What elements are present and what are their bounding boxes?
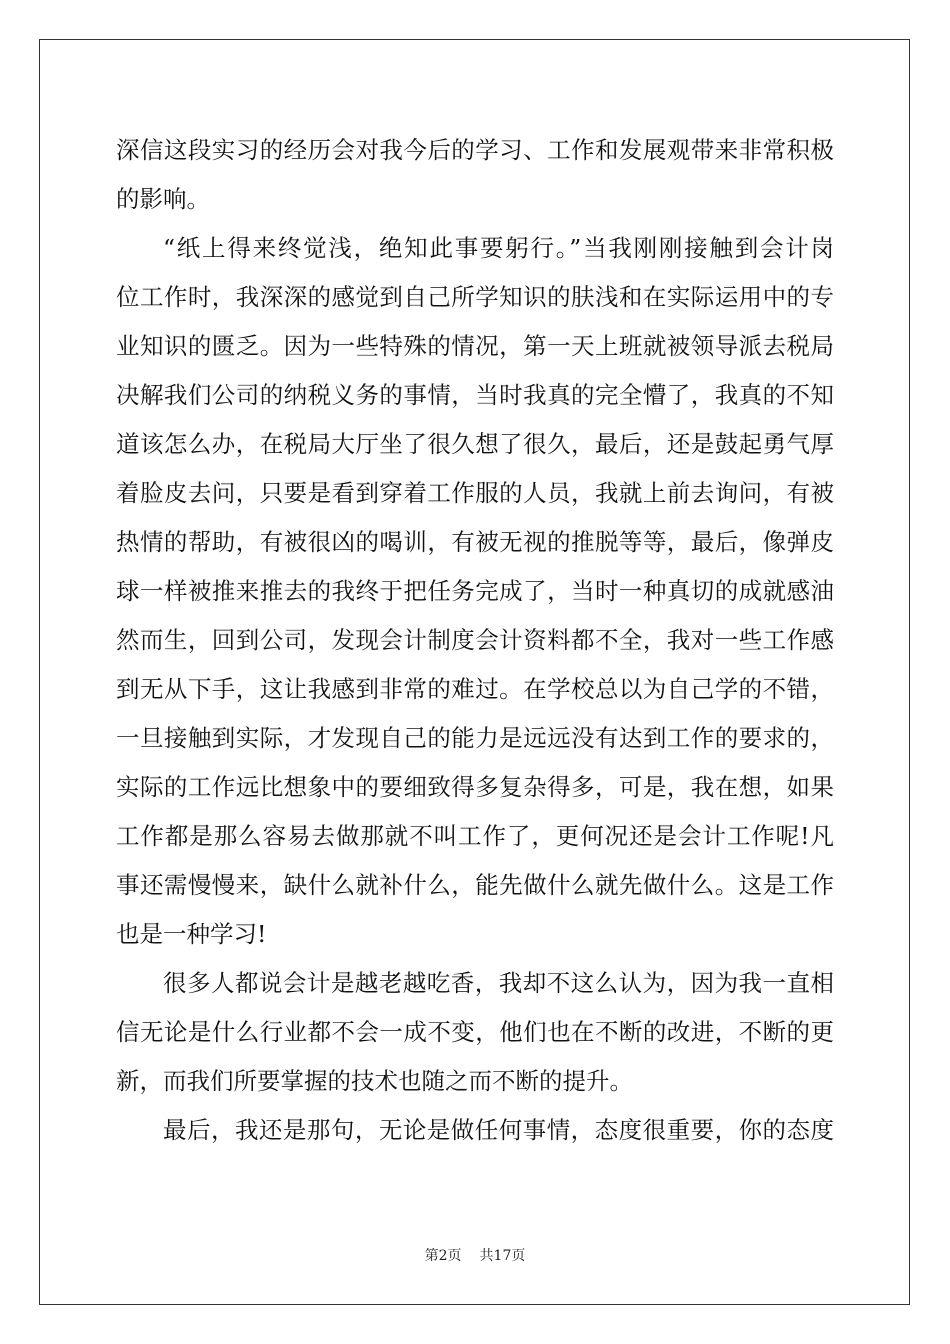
text-line: 热情的帮助，有被很凶的喝训，有被无视的推脱等等，最后，像弹皮 xyxy=(116,528,834,556)
text-line: 的影响。 xyxy=(116,185,210,213)
text-line: 实际的工作远比想象中的要细致得多复杂得多，可是，我在想，如果 xyxy=(116,773,834,801)
total-pages: 共17页 xyxy=(479,1248,526,1264)
text-line: 新，而我们所要掌握的技术也随之而不断的提升。 xyxy=(116,1067,633,1095)
text-line: 工作都是那么容易去做那就不叫工作了，更何况还是会计工作呢!凡 xyxy=(116,822,834,850)
paragraph-3 xyxy=(116,959,834,1106)
text-line: 深信这段实习的经历会对我今后的学习、工作和发展观带来非常积极 xyxy=(116,136,834,164)
text-line: 到无从下手，这让我感到非常的难过。在学校总以为自己学的不错， xyxy=(116,675,834,703)
text-line: 着脸皮去问，只要是看到穿着工作服的人员，我就上前去询问，有被 xyxy=(116,479,834,507)
text-line: 一旦接触到实际，才发现自己的能力是远远没有达到工作的要求的， xyxy=(116,724,834,752)
text-line: 信无论是什么行业都不会一成不变，他们也在不断的改进，不断的更 xyxy=(116,1018,834,1046)
text-line: 也是一种学习! xyxy=(116,920,267,948)
paragraph-2 xyxy=(116,224,834,959)
text-line: 决解我们公司的纳税义务的事情，当时我真的完全懵了，我真的不知 xyxy=(116,381,834,409)
paragraph-1 xyxy=(116,126,834,224)
document-body xyxy=(116,126,834,1155)
page-number: 第2页 xyxy=(424,1248,462,1264)
text-line: 球一样被推来推去的我终于把任务完成了，当时一种真切的成就感油 xyxy=(116,577,834,605)
text-line: 位工作时，我深深的感觉到自己所学知识的肤浅和在实际运用中的专 xyxy=(116,283,834,311)
text-line: 然而生，回到公司，发现会计制度会计资料都不全，我对一些工作感 xyxy=(116,626,834,654)
text-line: 最后，我还是那句，无论是做任何事情，态度很重要，你的态度 xyxy=(163,1116,834,1144)
page-footer xyxy=(0,1245,950,1265)
paragraph-4 xyxy=(116,1106,834,1155)
text-line: 道该怎么办，在税局大厅坐了很久想了很久，最后，还是鼓起勇气厚 xyxy=(116,430,834,458)
text-line: 事还需慢慢来，缺什么就补什么，能先做什么就先做什么。这是工作 xyxy=(116,871,834,899)
text-line: “纸上得来终觉浅，绝知此事要躬行。”当我刚刚接触到会计岗 xyxy=(163,234,834,262)
text-line: 很多人都说会计是越老越吃香，我却不这么认为，因为我一直相 xyxy=(163,969,834,997)
text-line: 业知识的匮乏。因为一些特殊的情况，第一天上班就被领导派去税局 xyxy=(116,332,834,360)
